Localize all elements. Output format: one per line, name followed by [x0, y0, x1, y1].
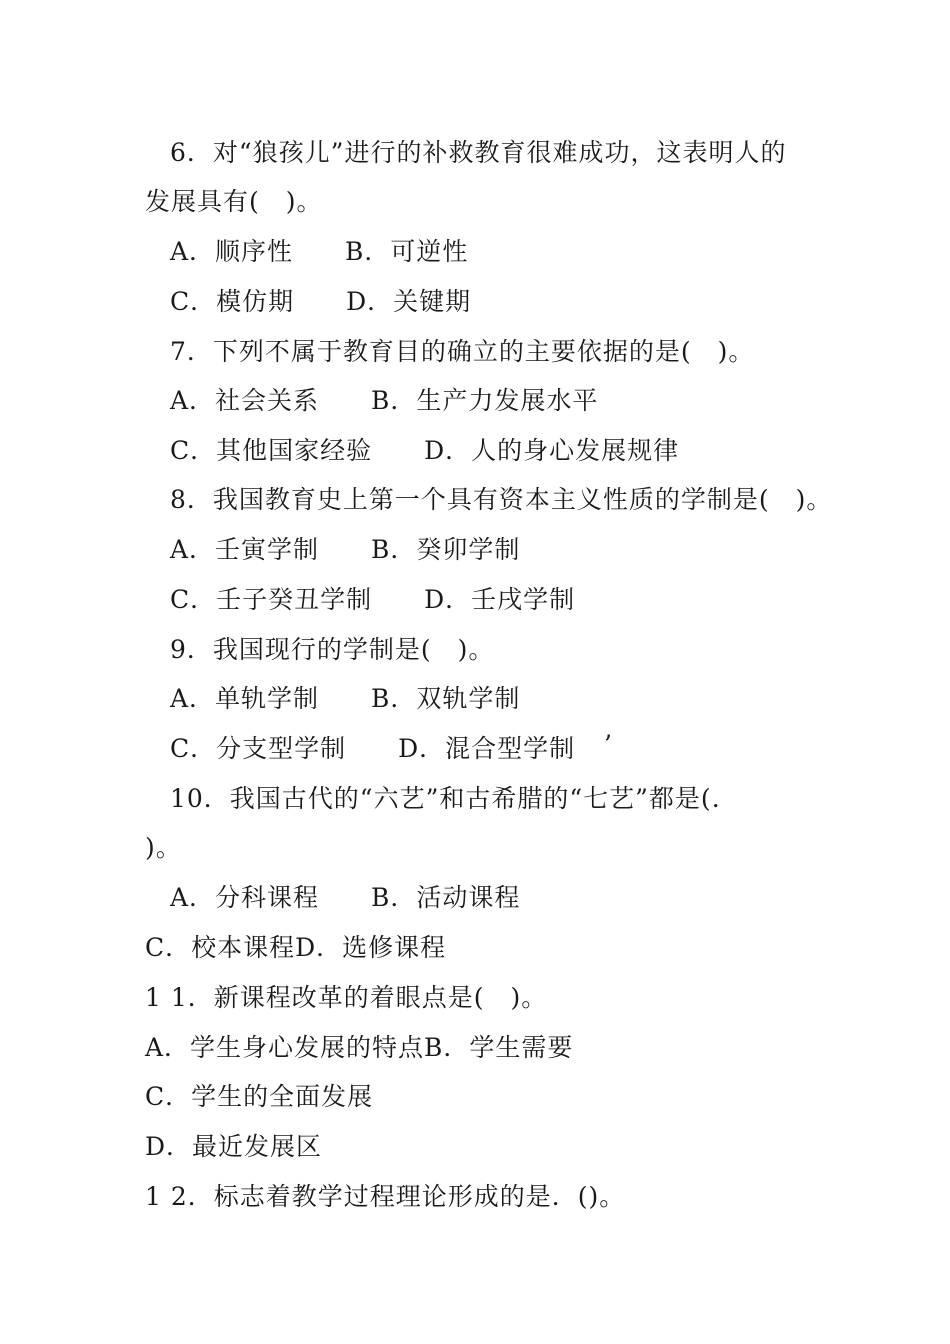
question-11-option-d: D．最近发展区 — [145, 1132, 323, 1161]
question-6-stem-cont: 发展具有( )。 — [145, 187, 323, 216]
question-7-options-ab: A．社会关系 B．生产力发展水平 — [170, 386, 599, 415]
question-11-option-c: C．学生的全面发展 — [145, 1082, 374, 1111]
question-6-stem: 6．对“狼孩儿”进行的补救教育很难成功，这表明人的 — [170, 138, 787, 167]
question-10-options-ab: A．分科课程 B．活动课程 — [170, 883, 521, 912]
question-11-options-ab: A．学生身心发展的特点B．学生需要 — [145, 1033, 574, 1062]
question-8-options-ab: A．壬寅学制 B．癸卯学制 — [170, 535, 521, 564]
question-12-stem: 1 2．标志着教学过程理论形成的是．()。 — [145, 1182, 626, 1211]
question-6-options-ab: A．顺序性 B．可逆性 — [170, 237, 469, 266]
stray-mark: ’ — [604, 730, 612, 759]
question-7-options-cd: C．其他国家经验 D．人的身心发展规律 — [170, 436, 680, 465]
question-8-options-cd: C．壬子癸丑学制 D．壬戌学制 — [170, 585, 576, 614]
question-9-options-ab: A．单轨学制 B．双轨学制 — [170, 684, 521, 713]
question-10-options-cd: C．校本课程D．选修课程 — [145, 933, 447, 962]
question-9-stem: 9．我国现行的学制是( )。 — [170, 635, 495, 664]
question-8-stem: 8．我国教育史上第一个具有资本主义性质的学制是( )。 — [170, 485, 833, 514]
question-10-stem-cont: )。 — [145, 833, 182, 862]
question-6-options-cd: C．模仿期 D．关键期 — [170, 287, 472, 316]
question-9-options-cd: C．分支型学制 D．混合型学制 — [170, 734, 576, 763]
question-7-stem: 7．下列不属于教育目的确立的主要依据的是( )。 — [170, 337, 755, 366]
question-11-stem: 1 1．新课程改革的着眼点是( )。 — [145, 983, 548, 1012]
question-10-stem: 10．我国古代的“六艺”和古希腊的“七艺”都是(. — [170, 784, 721, 813]
